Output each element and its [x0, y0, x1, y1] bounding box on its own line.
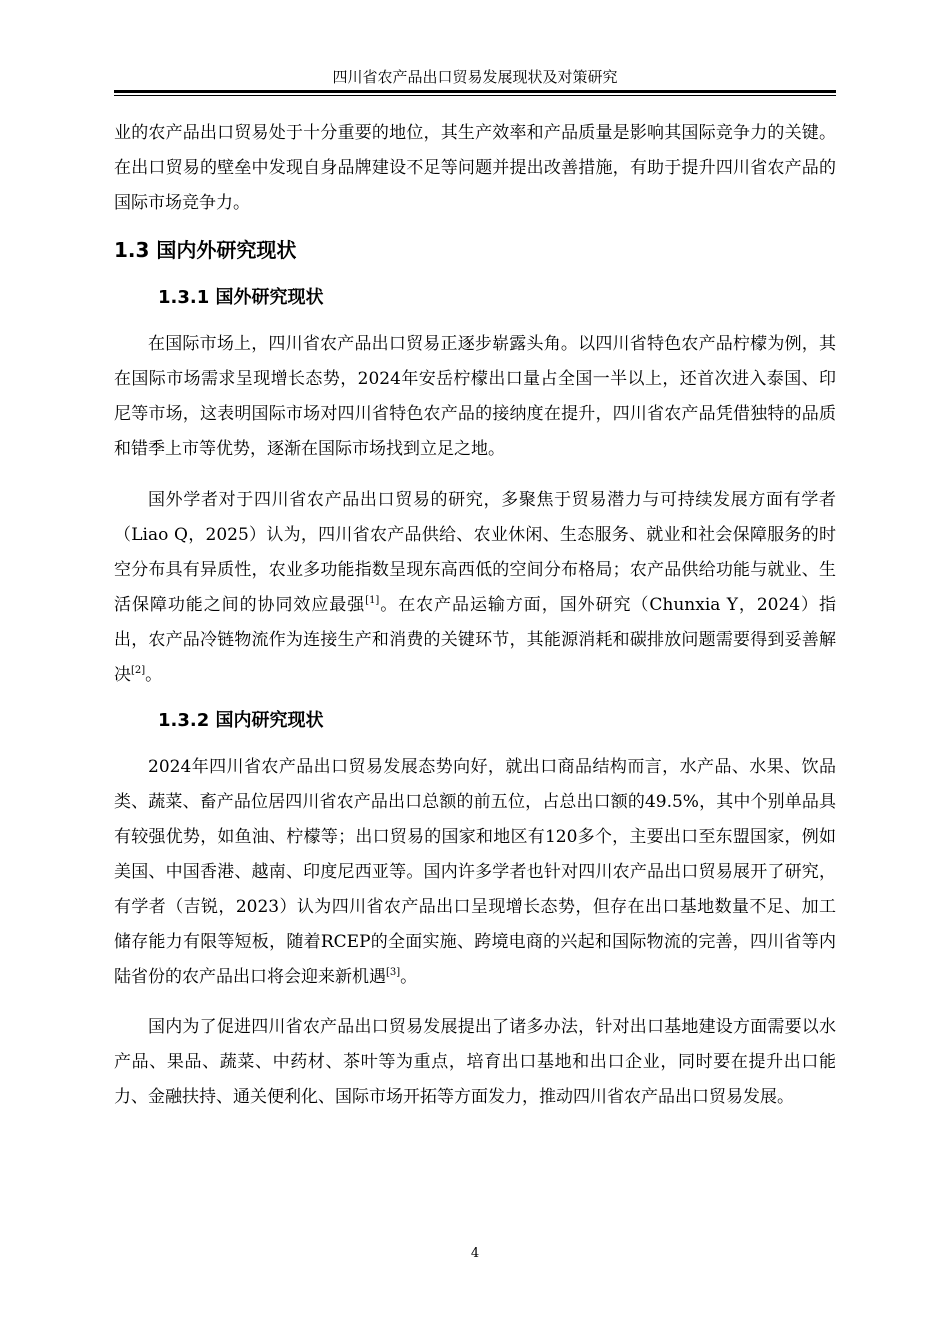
- header-rule-thin: [114, 95, 836, 96]
- section-heading-1-3: 1.3 国内外研究现状: [114, 238, 297, 262]
- page-number: 4: [470, 1246, 480, 1261]
- paragraph-text: 2024年四川省农产品出口贸易发展态势向好，就出口商品结构而言，水产品、水果、饮品类、蔬菜、畜产品位居四川省农产品出口总额的前五位，占总出口额的49.5%，其中个别单品具有较强优势，如鱼油、柠檬等；出口贸易的国家和地区有120多个，主要出口至东盟国家，例如美国、中国香港、越南、印度尼西亚等。国内许多学者也针对四川农产品出口贸易展开了研究，有学者（吉锐，2023）认为四川省农产品出口呈现增长态势，但存在出口基地数量不足、加工储存能力有限等短板，随着RCEP的全面实施、跨境电商的兴起和国际物流的完善，四川省等内陆省份的农产品出口将会迎来新机遇: [114, 757, 836, 987]
- domestic-research-paragraph-1: [114, 750, 836, 995]
- paragraph-text: 国外学者对于四川省农产品出口贸易的研究，多聚焦于贸易潜力与可持续发展方面有学者（Liao Q，2025）认为，四川省农产品供给、农业休闲、生态服务、就业和社会保障服务的时空分布具有异质性，农业多功能指数呈现东高西低的空间分布格局；农产品供给功能与就业、生活保障功能之间的协同效应最强: [114, 490, 836, 615]
- paragraph-text: 。: [145, 665, 163, 685]
- subsection-heading-1-3-1: 1.3.1 国外研究现状: [158, 287, 324, 308]
- paragraph-text: 。在农产品运输方面，国外研究（Chunxia Y，2024）指出，农产品冷链物流作为连接生产和消费的关键环节，其能源消耗和碳排放问题需要得到妥善解决: [114, 595, 836, 685]
- citation-ref: [2]: [131, 665, 146, 676]
- header-rule-thick: [114, 90, 836, 93]
- paragraph-text: 。: [400, 967, 418, 987]
- citation-ref: [3]: [386, 967, 401, 978]
- citation-ref: [1]: [365, 595, 380, 606]
- running-header: 四川省农产品出口贸易发展现状及对策研究: [332, 68, 618, 86]
- intro-paragraph: 业的农产品出口贸易处于十分重要的地位，其生产效率和产品质量是影响其国际竞争力的关键。在出口贸易的壁垒中发现自身品牌建设不足等问题并提出改善措施，有助于提升四川省农产品的国际市场竞争力。: [114, 123, 836, 213]
- subsection-heading-1-3-2: 1.3.2 国内研究现状: [158, 710, 324, 731]
- foreign-research-paragraph-2: [114, 483, 836, 693]
- foreign-research-paragraph-1: 在国际市场上，四川省农产品出口贸易正逐步崭露头角。以四川省特色农产品柠檬为例，其在国际市场需求呈现增长态势，2024年安岳柠檬出口量占全国一半以上，还首次进入泰国、印尼等市场，这表明国际市场对四川省特色农产品的接纳度在提升，四川省农产品凭借独特的品质和错季上市等优势，逐渐在国际市场找到立足之地。: [114, 334, 836, 459]
- domestic-research-paragraph-2: 国内为了促进四川省农产品出口贸易发展提出了诸多办法，针对出口基地建设方面需要以水产品、果品、蔬菜、中药材、茶叶等为重点，培育出口基地和出口企业，同时要在提升出口能力、金融扶持、通关便利化、国际市场开拓等方面发力，推动四川省农产品出口贸易发展。: [114, 1017, 836, 1107]
